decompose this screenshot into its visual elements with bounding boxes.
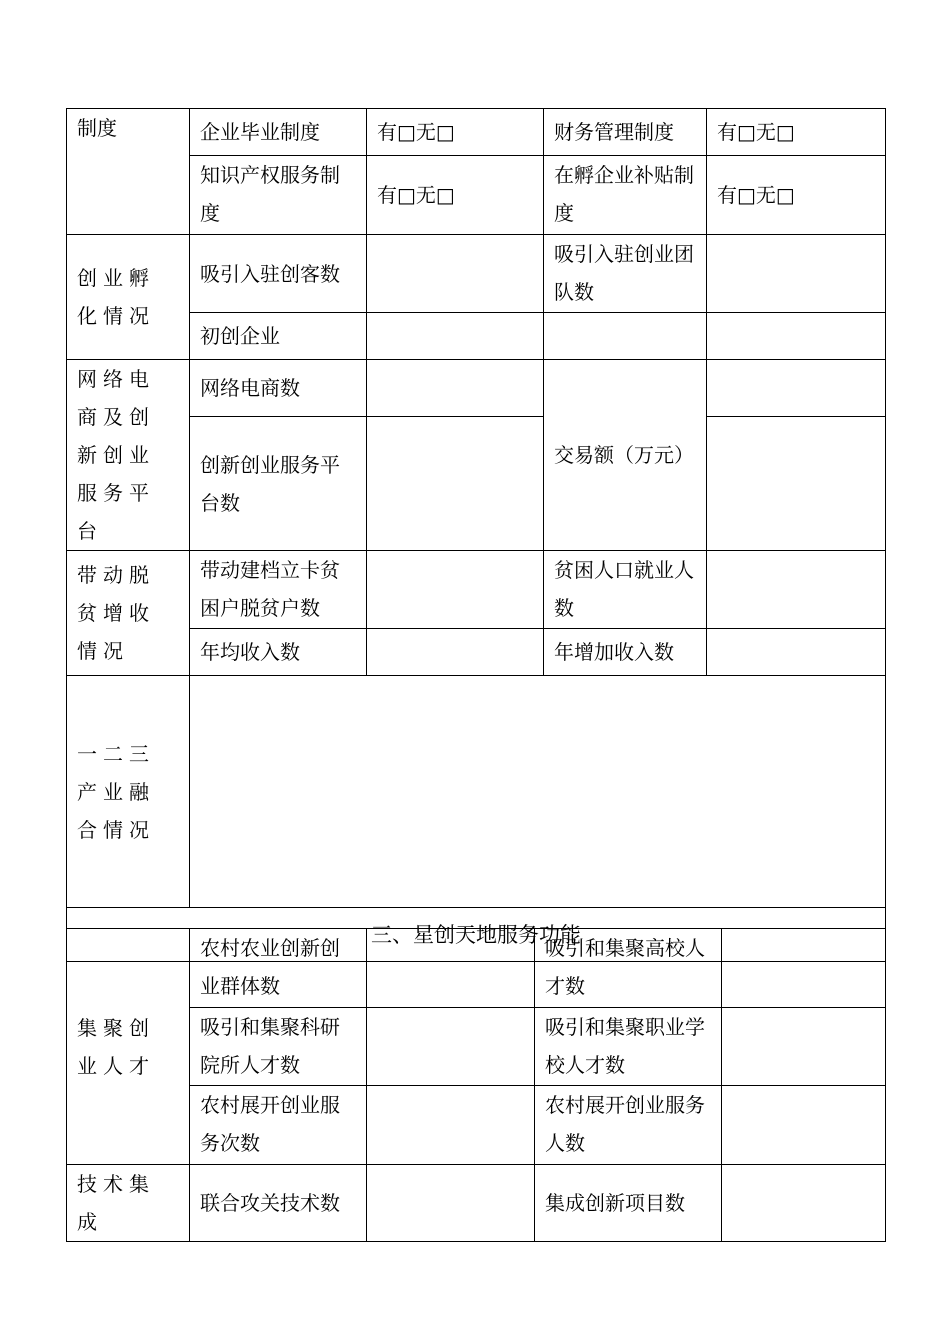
- category-ronghe: 一二三产业融合情况: [67, 676, 190, 908]
- input-chuangke[interactable]: [367, 235, 544, 313]
- category-zhidu: 制度: [67, 109, 190, 235]
- input-tuandui[interactable]: [707, 235, 886, 313]
- input-chuchuang-2[interactable]: [707, 313, 886, 360]
- input-keyan[interactable]: [367, 1008, 535, 1086]
- section-title: 三、星创天地服务功能: [67, 908, 886, 962]
- label-tuandui: 吸引入驻创业团队数: [544, 235, 707, 313]
- input-ronghe[interactable]: [190, 676, 886, 908]
- input-tuopinhu[interactable]: [367, 551, 544, 629]
- input-fuwucishu[interactable]: [367, 1086, 535, 1165]
- label-fuwurenshu: 农村展开创业服务人数: [535, 1086, 722, 1165]
- checkbox-zhishichanquan[interactable]: 有□无□: [367, 156, 544, 235]
- label-nianjun: 年均收入数: [190, 629, 367, 676]
- label-butie: 在孵企业补贴制度: [544, 156, 707, 235]
- label-dianshang: 网络电商数: [190, 360, 367, 417]
- label-gaoxiao: 吸引和集聚高校人才数: [535, 929, 722, 1008]
- input-nianzengjia[interactable]: [707, 629, 886, 676]
- checkbox-butie[interactable]: 有□无□: [707, 156, 886, 235]
- label-jiuye: 贫困人口就业人数: [544, 551, 707, 629]
- info-table-part2: [66, 928, 886, 1242]
- input-qunti[interactable]: [367, 929, 535, 1008]
- category-rencai: 集聚创业人才: [67, 929, 190, 1165]
- label-pingtai: 创新创业服务平台数: [190, 417, 367, 551]
- label-jiaoyie: 交易额（万元）: [544, 360, 707, 551]
- input-fuwurenshu[interactable]: [722, 1086, 886, 1165]
- info-table-part1: [66, 108, 886, 962]
- input-gaoxiao[interactable]: [722, 929, 886, 1008]
- input-dianshang[interactable]: [367, 360, 544, 417]
- label-chuangke: 吸引入驻创客数: [190, 235, 367, 313]
- checkbox-qiye-biye[interactable]: 有□无□: [367, 109, 544, 156]
- category-jishu: 技术集成: [67, 1165, 190, 1242]
- category-tuopin: 带动脱贫增收情况: [67, 551, 190, 676]
- label-jicheng: 集成创新项目数: [535, 1165, 722, 1242]
- label-caiwu: 财务管理制度: [544, 109, 707, 156]
- empty-cell: [544, 313, 707, 360]
- input-jicheng[interactable]: [722, 1165, 886, 1242]
- label-keyan: 吸引和集聚科研院所人才数: [190, 1008, 367, 1086]
- input-nianjun[interactable]: [367, 629, 544, 676]
- input-jiaoyie-2[interactable]: [707, 417, 886, 551]
- category-fuhua: 创业孵化情况: [67, 235, 190, 360]
- category-dianshang: 网络电商及创新创业服务平台: [67, 360, 190, 551]
- input-zhiye[interactable]: [722, 1008, 886, 1086]
- label-zhiye: 吸引和集聚职业学校人才数: [535, 1008, 722, 1086]
- label-qiye-biye: 企业毕业制度: [190, 109, 367, 156]
- input-jiuye[interactable]: [707, 551, 886, 629]
- label-zhishichanquan: 知识产权服务制度: [190, 156, 367, 235]
- label-chuchuang: 初创企业: [190, 313, 367, 360]
- label-qunti: 农村农业创新创业群体数: [190, 929, 367, 1008]
- label-nianzengjia: 年增加收入数: [544, 629, 707, 676]
- checkbox-caiwu[interactable]: 有□无□: [707, 109, 886, 156]
- label-gongguan: 联合攻关技术数: [190, 1165, 367, 1242]
- label-fuwucishu: 农村展开创业服务次数: [190, 1086, 367, 1165]
- input-chuchuang[interactable]: [367, 313, 544, 360]
- input-jiaoyie-1[interactable]: [707, 360, 886, 417]
- input-gongguan[interactable]: [367, 1165, 535, 1242]
- label-tuopinhu: 带动建档立卡贫困户脱贫户数: [190, 551, 367, 629]
- input-pingtai[interactable]: [367, 417, 544, 551]
